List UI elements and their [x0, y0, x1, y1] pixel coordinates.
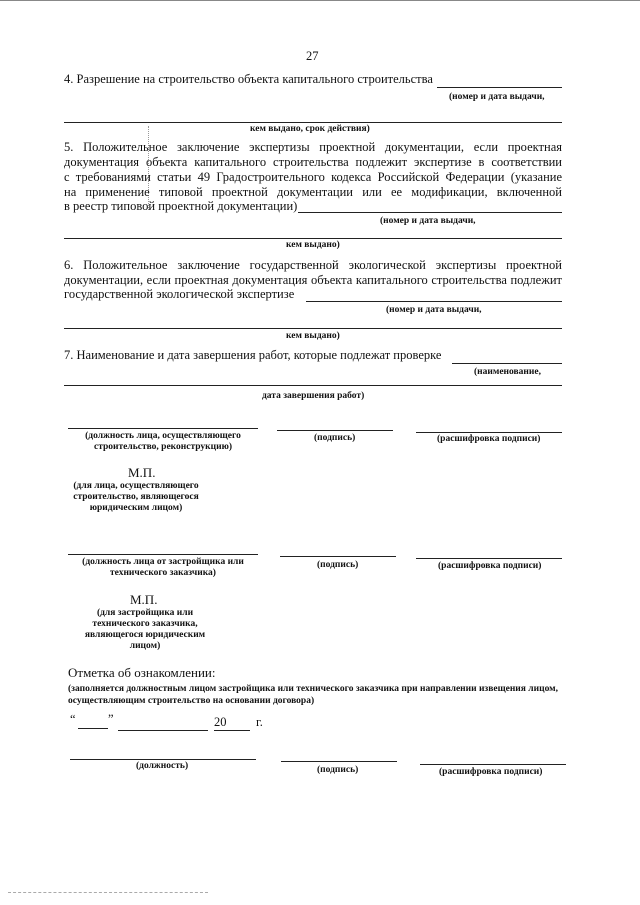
page-number: 27 [306, 49, 319, 63]
item4-field-line-2 [64, 122, 562, 123]
item6-line-3: государственной экологической экспертизе [64, 287, 295, 301]
item6-field-line-2 [64, 328, 562, 329]
item5-line-2: документация объекта капитального строительства подлежит экспертизе в соответствии [64, 155, 562, 169]
item5-caption-1: (номер и дата выдачи, [380, 216, 476, 226]
item4-caption-1: (номер и дата выдачи, [449, 92, 545, 102]
decoding-line-1 [416, 432, 562, 433]
decoding-caption-1: (расшифровка подписи) [437, 434, 541, 444]
ack-signature-caption: (подпись) [317, 765, 359, 775]
acknowledgement-note-2: осуществляющим строительство на основании договора) [68, 696, 315, 706]
position-line-1 [68, 428, 258, 429]
date-quote-open: “ [70, 712, 76, 726]
date-month-line [118, 730, 208, 731]
seal-caption-2: (для застройщика или технического заказчика, являющегося юридическим лицом) [84, 608, 206, 651]
seal-caption-1: (для лица, осуществляющего строительство, являющегося юридическим лицом) [73, 481, 199, 513]
scan-noise [8, 892, 208, 893]
acknowledgement-title: Отметка об ознакомлении: [68, 665, 216, 680]
ack-position-caption: (должность) [136, 761, 189, 771]
seal-label-2: М.П. [130, 592, 158, 607]
item5-line-4: на применение типовой проектной документации или ее модификации, включенной [64, 185, 562, 199]
signature-caption-2: (подпись) [317, 560, 359, 570]
seal-label-1: М.П. [128, 465, 156, 480]
date-year-line [214, 730, 250, 731]
ack-decoding-caption: (расшифровка подписи) [439, 767, 543, 777]
ack-position-line [70, 759, 256, 760]
item6-caption-2: кем выдано) [286, 331, 340, 341]
ack-decoding-line [420, 764, 566, 765]
decoding-caption-2: (расшифровка подписи) [438, 561, 542, 571]
item5-line-3: с требованиями статьи 49 Градостроительного кодекса Российской Федерации (указание [64, 170, 562, 184]
acknowledgement-note-1: (заполняется должностным лицом застройщика или технического заказчика при направлении извещения лицом, [68, 684, 558, 694]
item4-field-line [437, 87, 562, 88]
item7-field-line [452, 363, 562, 364]
signature-caption-1: (подпись) [314, 433, 356, 443]
item7-text: 7. Наименование и дата завершения работ, которые подлежат проверке [64, 348, 442, 362]
item4-text: 4. Разрешение на строительство объекта капитального строительства [64, 72, 433, 86]
item5-line-5: в реестр типовой проектной документации) [64, 199, 298, 213]
signature-line-2 [280, 556, 396, 557]
date-day-line [78, 728, 108, 729]
item6-caption-1: (номер и дата выдачи, [386, 305, 482, 315]
scan-top-edge [0, 0, 640, 1]
item4-caption-2: кем выдано, срок действия) [250, 124, 370, 134]
date-year-prefix: 20 [214, 715, 227, 729]
item5-caption-2: кем выдано) [286, 240, 340, 250]
decoding-line-2 [416, 558, 562, 559]
signature-line-1 [277, 430, 393, 431]
position-caption-2: (должность лица от застройщика или технического заказчика) [82, 557, 244, 578]
item6-line-2: документации, если проектная документация объекта капитального строительства подлежит [64, 273, 562, 287]
date-year-suffix: г. [256, 715, 263, 729]
item6-field-line [306, 301, 562, 302]
item5-field-line [298, 212, 562, 213]
item7-field-line-2 [64, 385, 562, 386]
position-caption-1: (должность лица, осуществляющего строительство, реконструкцию) [85, 431, 241, 452]
ack-signature-line [281, 761, 397, 762]
item5-field-line-2 [64, 238, 562, 239]
date-quote-close: ” [108, 712, 114, 726]
position-line-2 [68, 554, 258, 555]
item5-line-1: 5. Положительное заключение экспертизы проектной документации, если проектная [64, 140, 562, 154]
item6-line-1: 6. Положительное заключение государственной экологической экспертизы проектной [64, 258, 562, 272]
item7-caption-2: дата завершения работ) [262, 391, 365, 401]
item7-caption-1: (наименование, [474, 367, 541, 377]
